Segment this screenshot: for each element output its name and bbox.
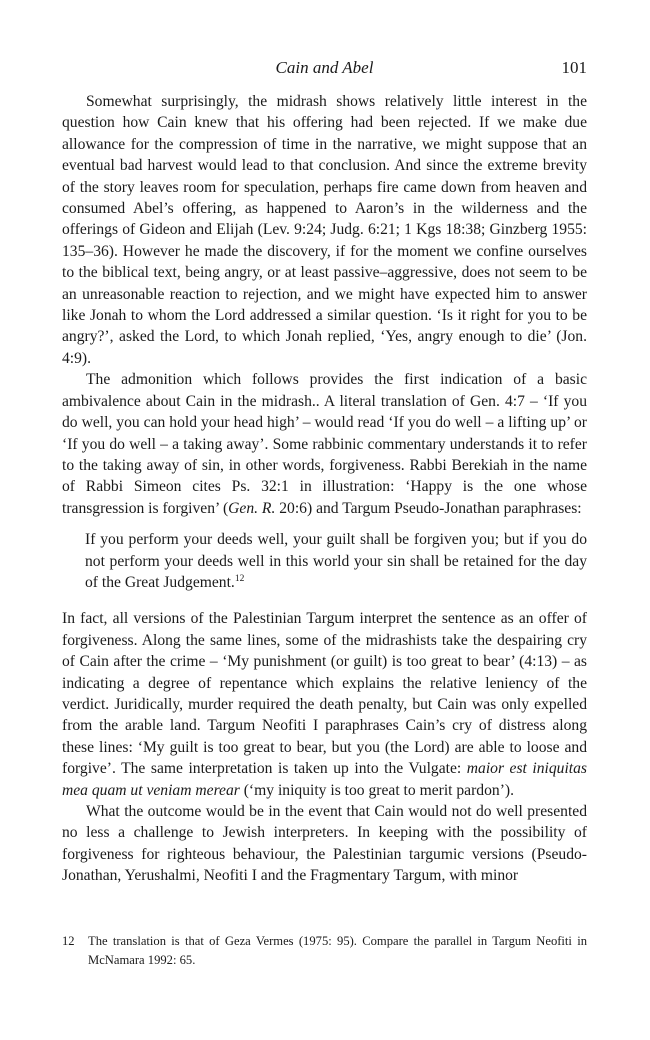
- block-quote-text: If you perform your deeds well, your guilt shall be forgiven you; but if you do not perform your deeds well in this world your sin shall be retained for the day of the Great Judgement.: [85, 531, 587, 591]
- footnote-number: 12: [62, 934, 75, 948]
- paragraph-1: Somewhat surprisingly, the midrash shows relatively little interest in the question how Cain knew that his offering had been rejected. If we make due allowance for the compression of time in the narrative, we might suppose that an eventual bad harvest would lead to that conclusion. And since the extreme brevity of the story leaves room for speculation, perhaps fire came down from heaven and consumed Abel’s offering, as happened to Aaron’s in the wilderness and the offerings of Gideon and Elijah (Lev. 9:24; Judg. 6:21; 1 Kgs 18:38; Ginzberg 1955: 135–36). However he made the discovery, if for the moment we confine ourselves to the biblical text, being angry, or at least passive–aggressive, does not seem to be an unreasonable reaction to rejection, and we might have expected him to answer like Jonah to whom the Lord addressed a similar question. ‘Is it right for you to be angry?’, asked the Lord, to which Jonah replied, ‘Yes, angry enough to die’ (Jon. 4:9).: [62, 93, 587, 367]
- footnote: [62, 932, 587, 969]
- main-text: [62, 91, 587, 887]
- paragraph-3-text-b: (‘my iniquity is too great to merit pardon’).: [239, 781, 514, 799]
- running-head: [62, 58, 587, 82]
- latin-quotation: maior est iniquitas mea quam ut veniam merear: [62, 760, 588, 799]
- book-page: [62, 0, 587, 1040]
- footnote-text: The translation is that of Geza Vermes (1975: 95). Compare the parallel in Targum Neofiti in McNamara 1992: 65.: [88, 934, 587, 967]
- paragraph-2: [62, 369, 587, 519]
- paragraph-2-text-b: 20:6) and Targum Pseudo-Jonathan paraphrases:: [275, 499, 582, 517]
- block-quote: [85, 529, 587, 593]
- paragraph-3: [62, 608, 587, 801]
- running-title: Cain and Abel: [275, 58, 374, 77]
- paragraph-2-text-a: The admonition which follows provides the first indication of a basic ambivalence about Cain in the midrash.. A literal translation of Gen. 4:7 – ‘If you do well, you can hold your head high’ – would read ‘If you do well – a lifting up’ or ‘If you do well – a taking away’. Some rabbinic commentary understands it to refer to the taking away of sin, in other words, forgiveness. Rabbi Berekiah in the name of Rabbi Simeon cites Ps. 32:1 in illustration: ‘Happy is the one whose transgression is forgiven’ (: [62, 371, 587, 517]
- paragraph-3-text-a: In fact, all versions of the Palestinian Targum interpret the sentence as an offer of forgiveness. Along the same lines, some of the midrashists take the despairing cry of Cain after the crime – ‘My punishment (or guilt) is too great to bear’ (4:13) – as indicating a degree of repentance which explains the relative leniency of the verdict. Juridically, murder required the death penalty, but Cain was only expelled from the arable land. Targum Neofiti I paraphrases Cain’s cry of distress along these lines: ‘My guilt is too great to bear, but you (the Lord) are able to loose and forgive’. The same interpretation is taken up into the Vulgate:: [62, 610, 587, 778]
- footnote-reference[interactable]: 12: [234, 573, 245, 584]
- citation-gen-r: Gen. R.: [228, 499, 276, 517]
- page-number: 101: [561, 58, 587, 77]
- paragraph-4: What the outcome would be in the event that Cain would not do well presented no less a challenge to Jewish interpreters. In keeping with the possibility of forgiveness for righteous behaviour, the Palestinian targumic versions (Pseudo-Jonathan, Yerushalmi, Neofiti I and the Fragmentary Targum, with minor: [62, 803, 587, 885]
